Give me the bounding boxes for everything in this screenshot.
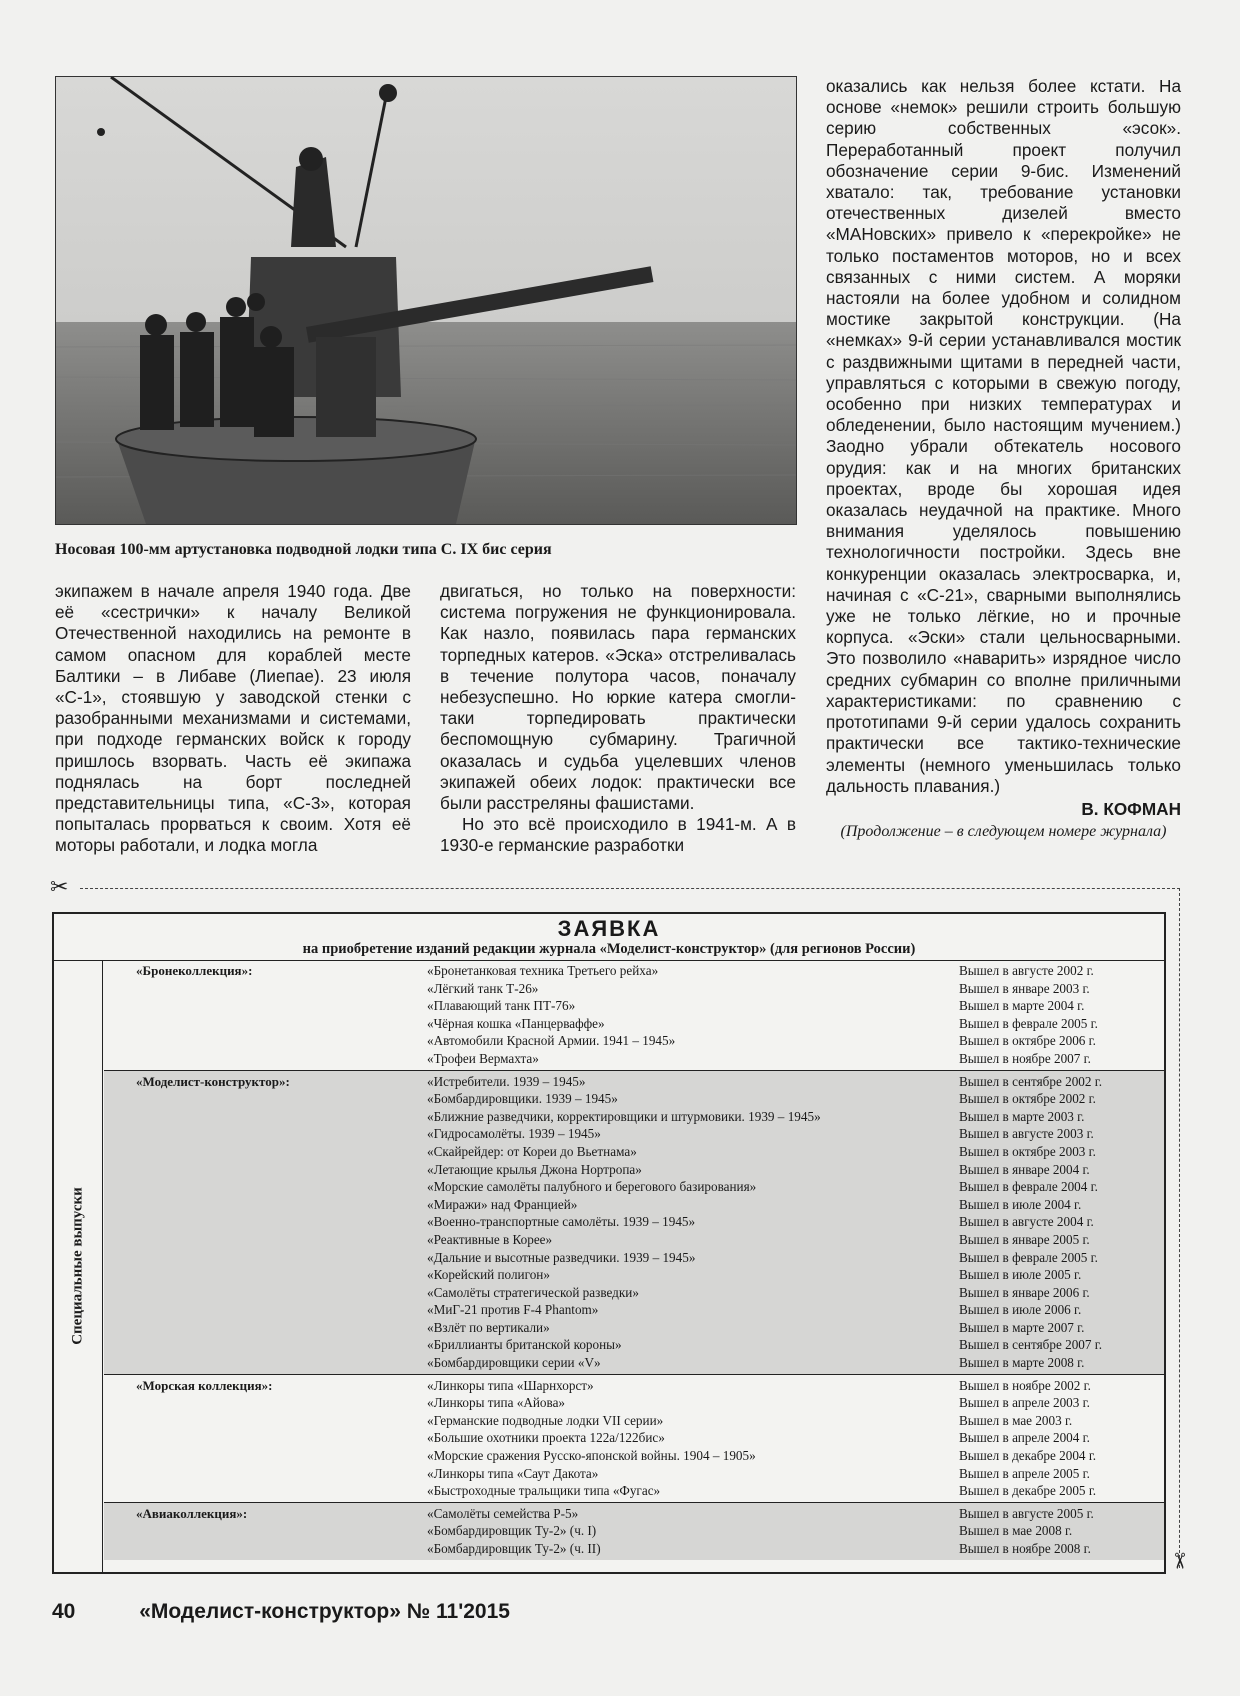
item-title: «Военно-транспортные самолёты. 1939 – 1945»: [427, 1214, 696, 1230]
item-title: «Взлёт по вертикали»: [427, 1319, 550, 1335]
item-date: Вышел в октябре 2006 г.: [959, 1033, 1096, 1049]
item-title: «Скайрейдер: от Кореи до Вьетнама»: [427, 1143, 637, 1159]
item-title: «Бронетанковая техника Третьего рейха»: [427, 963, 659, 978]
list-item: [104, 1196, 1164, 1214]
list-item: [104, 1429, 1164, 1447]
list-item: [104, 1354, 1164, 1372]
item-date: Вышел в январе 2006 г.: [959, 1284, 1090, 1300]
item-date: Вышел в январе 2004 г.: [959, 1161, 1090, 1177]
item-date: Вышел в июле 2006 г.: [959, 1302, 1082, 1318]
item-title: «Миражи» над Францией»: [427, 1196, 578, 1212]
cut-line-vertical: [1179, 888, 1180, 1568]
article-paragraph: оказались как нельзя более кстати. На основе «немок» решили строить большую серию собственных «эсок». Переработанный проект получил обозначение серии 9-бис. Изменений хватало: так, требование установки отечественных дизелей вместо «МАНовских» привело к «перекройке» не только постаментов моторов, но и всех связанных с ними систем. А моряки настояли на более удобном и солидном мостике закрытой конструкции. (На «немках» 9-й серии устанавливался мостик с раздвижными щитами в передней части, управляться с которыми в свежую погоду, особенно при низких температурах и обледенении, было настоящим мучением.) Заодно убрали обтекатель носового орудия: как и на многих британских проектах, вроде бы хорошая идея оказалась неудачной на практике. Много внимания уделялось повышению технологичности постройки. Здесь вне конкуренции оказалась электросварка, и, начиная с «С-21», сварными выполнялись уже не только лёгкие, но и прочные корпуса. «Эски» стали цельносварными. Это позволило «наварить» изрядное число средних субмарин со вполне приличными характеристиками: по сравнению с прототипами 9-й серии удалось сохранить практически все тактико-технические элементы (немного уменьшилась только дальность плавания.): [826, 76, 1181, 796]
item-title: «Истребители. 1939 – 1945»: [427, 1073, 586, 1089]
scissors-icon: ✂: [50, 874, 69, 899]
item-date: Вышел в январе 2003 г.: [959, 980, 1090, 996]
list-item: [104, 1319, 1164, 1337]
list-item: [104, 1540, 1164, 1558]
continued-note: (Продолжение – в следующем номере журнала): [840, 823, 1167, 841]
item-title: «Бомбардировщик Ту-2» (ч. II): [427, 1541, 601, 1556]
order-form-subtitle: на приобретение изданий редакции журнала «Моделист-конструктор» (для регионов России): [54, 940, 1164, 961]
list-item: [104, 1015, 1164, 1033]
item-title: «Бомбардировщик Ту-2» (ч. I): [427, 1523, 597, 1539]
item-title: «Самолёты семейства Р-5»: [427, 1505, 579, 1521]
article-paragraph: экипажем в начале апреля 1940 года. Две её «сестрички» к началу Великой Отечественной находились на ремонте в самом опасном для кораблей месте Балтики – в Либаве (Лиепае). 23 июля «С-1», стоявшую у заводской стенки с разобранными механизмами и системами, при подходе германских войск к городу пришлось взорвать. Часть её экипажа поднялась на борт последней представительницы типа, «С-3», которая попыталась прорваться к своим. Хотя её моторы работали, и лодка могла: [55, 581, 411, 856]
item-title: «Плавающий танк ПТ-76»: [427, 998, 576, 1014]
list-item: [104, 1231, 1164, 1249]
list-item: [104, 1213, 1164, 1231]
item-title: «Морские сражения Русско-японской войны. 1904 – 1905»: [427, 1448, 756, 1464]
article-paragraph: Но это всё происходило в 1941-м. А в 1930-е германские разработки: [440, 814, 796, 856]
item-title: «Трофеи Вермахта»: [427, 1050, 539, 1066]
item-date: Вышел в сентябре 2007 г.: [959, 1337, 1102, 1353]
group-name: «Морская коллекция»:: [136, 1377, 273, 1393]
item-title: «Линкоры типа «Саут Дакота»: [427, 1465, 599, 1481]
item-title: «Корейский полигон»: [427, 1267, 550, 1283]
list-item: [104, 1143, 1164, 1161]
submarine-photo: [55, 76, 797, 525]
item-date: Вышел в августе 2002 г.: [959, 963, 1094, 978]
list-item: [104, 1125, 1164, 1143]
item-date: Вышел в феврале 2005 г.: [959, 1249, 1098, 1265]
item-title: «Большие охотники проекта 122а/122бис»: [427, 1430, 665, 1446]
item-date: Вышел в июле 2004 г.: [959, 1196, 1082, 1212]
item-date: Вышел в марте 2003 г.: [959, 1108, 1085, 1124]
item-title: «Морские самолёты палубного и берегового базирования»: [427, 1179, 757, 1195]
group-name: «Авиаколлекция»:: [136, 1505, 248, 1521]
list-item: [104, 1266, 1164, 1284]
group-bronekollektsiya: [104, 960, 1164, 1071]
item-date: Вышел в апреле 2004 г.: [959, 1430, 1090, 1446]
list-item: [104, 1482, 1164, 1500]
list-item: [104, 962, 1164, 980]
item-title: «Линкоры типа «Шарнхорст»: [427, 1377, 594, 1393]
item-date: Вышел в августе 2005 г.: [959, 1505, 1094, 1521]
article-column-2: [440, 581, 796, 857]
list-item: [104, 1301, 1164, 1319]
item-title: «Бомбардировщики серии «V»: [427, 1355, 601, 1371]
list-item: [104, 1090, 1164, 1108]
photo-caption: Носовая 100-мм артустановка подводной лодки типа С. IX бис серия: [55, 541, 552, 558]
list-item: [104, 1336, 1164, 1354]
item-date: Вышел в апреле 2005 г.: [959, 1465, 1090, 1481]
group-name: «Моделист-конструктор»:: [136, 1073, 290, 1089]
item-date: Вышел в июле 2005 г.: [959, 1267, 1082, 1283]
item-title: «Гидросамолёты. 1939 – 1945»: [427, 1126, 601, 1142]
item-date: Вышел в сентябре 2002 г.: [959, 1073, 1102, 1089]
group-morskaya-kollektsiya: [104, 1375, 1164, 1503]
item-date: Вышел в ноябре 2007 г.: [959, 1050, 1091, 1066]
item-title: «Ближние разведчики, корректировщики и штурмовики. 1939 – 1945»: [427, 1108, 821, 1124]
item-date: Вышел в феврале 2004 г.: [959, 1179, 1098, 1195]
list-item: [104, 1161, 1164, 1179]
item-date: Вышел в марте 2007 г.: [959, 1319, 1085, 1335]
order-form-sidebar: [54, 960, 103, 1572]
item-title: «Лёгкий танк Т-26»: [427, 980, 539, 996]
cut-line: [80, 888, 1180, 889]
article-paragraph: двигаться, но только на поверхности: система погружения не функционировала. Как назло, появилась пара германских торпедных катеров. «Эска» отстреливалась в течение полутора часов, поначалу небезуспешно. Но юркие катера смогли-таки торпедировать практически беспомощную субмарину. Трагичной оказалась и судьба уцелевших членов экипажей обеих лодок: практически все были расстреляны фашистами.: [440, 581, 796, 814]
item-date: Вышел в октябре 2002 г.: [959, 1091, 1096, 1107]
list-item: [104, 1505, 1164, 1523]
item-date: Вышел в январе 2005 г.: [959, 1231, 1090, 1247]
magazine-issue: «Моделист-конструктор» № 11'2015: [139, 1600, 510, 1623]
list-item: [104, 1249, 1164, 1267]
list-item: [104, 1050, 1164, 1068]
list-item: [104, 1032, 1164, 1050]
page-footer: [52, 1600, 510, 1624]
item-title: «Германские подводные лодки VII серии»: [427, 1412, 664, 1428]
item-title: «Автомобили Красной Армии. 1941 – 1945»: [427, 1033, 676, 1049]
article-column-3: [826, 76, 1181, 841]
item-date: Вышел в августе 2004 г.: [959, 1214, 1094, 1230]
list-item: [104, 1108, 1164, 1126]
item-date: Вышел в мае 2003 г.: [959, 1412, 1073, 1428]
list-item: [104, 1394, 1164, 1412]
special-issues-label: Специальные выпуски: [69, 1187, 86, 1345]
item-title: «Линкоры типа «Айова»: [427, 1395, 566, 1411]
item-title: «Самолёты стратегической разведки»: [427, 1284, 639, 1300]
item-date: Вышел в мае 2008 г.: [959, 1523, 1073, 1539]
item-title: «Реактивные в Корее»: [427, 1231, 553, 1247]
item-date: Вышел в марте 2008 г.: [959, 1355, 1085, 1371]
item-date: Вышел в апреле 2003 г.: [959, 1395, 1090, 1411]
item-title: «Бриллианты британской короны»: [427, 1337, 622, 1353]
item-date: Вышел в марте 2004 г.: [959, 998, 1085, 1014]
list-item: [104, 1284, 1164, 1302]
list-item: [104, 1465, 1164, 1483]
item-title: «Быстроходные тральщики типа «Фугас»: [427, 1483, 661, 1499]
item-title: «МиГ-21 против F-4 Phantom»: [427, 1302, 599, 1318]
item-date: Вышел в августе 2003 г.: [959, 1126, 1094, 1142]
list-item: [104, 997, 1164, 1015]
list-item: [104, 1178, 1164, 1196]
item-date: Вышел в ноябре 2002 г.: [959, 1377, 1091, 1393]
list-item: [104, 1447, 1164, 1465]
item-title: «Чёрная кошка «Панцерваффе»: [427, 1015, 605, 1031]
item-title: «Бомбардировщики. 1939 – 1945»: [427, 1091, 618, 1107]
page-number: 40: [52, 1600, 76, 1623]
list-item: [104, 1522, 1164, 1540]
group-aviakollektsiya: [104, 1503, 1164, 1560]
order-form: [52, 912, 1166, 1574]
article-column-1: [55, 581, 411, 857]
list-item: [104, 980, 1164, 998]
group-name: «Бронеколлекция»:: [136, 963, 253, 978]
list-item: [104, 1412, 1164, 1430]
item-title: «Летающие крылья Джона Нортропа»: [427, 1161, 642, 1177]
item-title: «Дальние и высотные разведчики. 1939 – 1945»: [427, 1249, 696, 1265]
item-date: Вышел в октябре 2003 г.: [959, 1143, 1096, 1159]
article-author: В. КОФМАН: [1081, 798, 1181, 819]
item-date: Вышел в декабре 2005 г.: [959, 1483, 1097, 1499]
item-date: Вышел в ноябре 2008 г.: [959, 1541, 1091, 1556]
group-modelist-konstruktor: [104, 1071, 1164, 1375]
item-date: Вышел в декабре 2004 г.: [959, 1448, 1097, 1464]
order-form-title: ЗАЯВКА: [557, 916, 661, 941]
item-date: Вышел в феврале 2005 г.: [959, 1015, 1098, 1031]
order-form-groups: [104, 960, 1164, 1560]
scissors-icon: ✂: [1167, 1551, 1193, 1571]
